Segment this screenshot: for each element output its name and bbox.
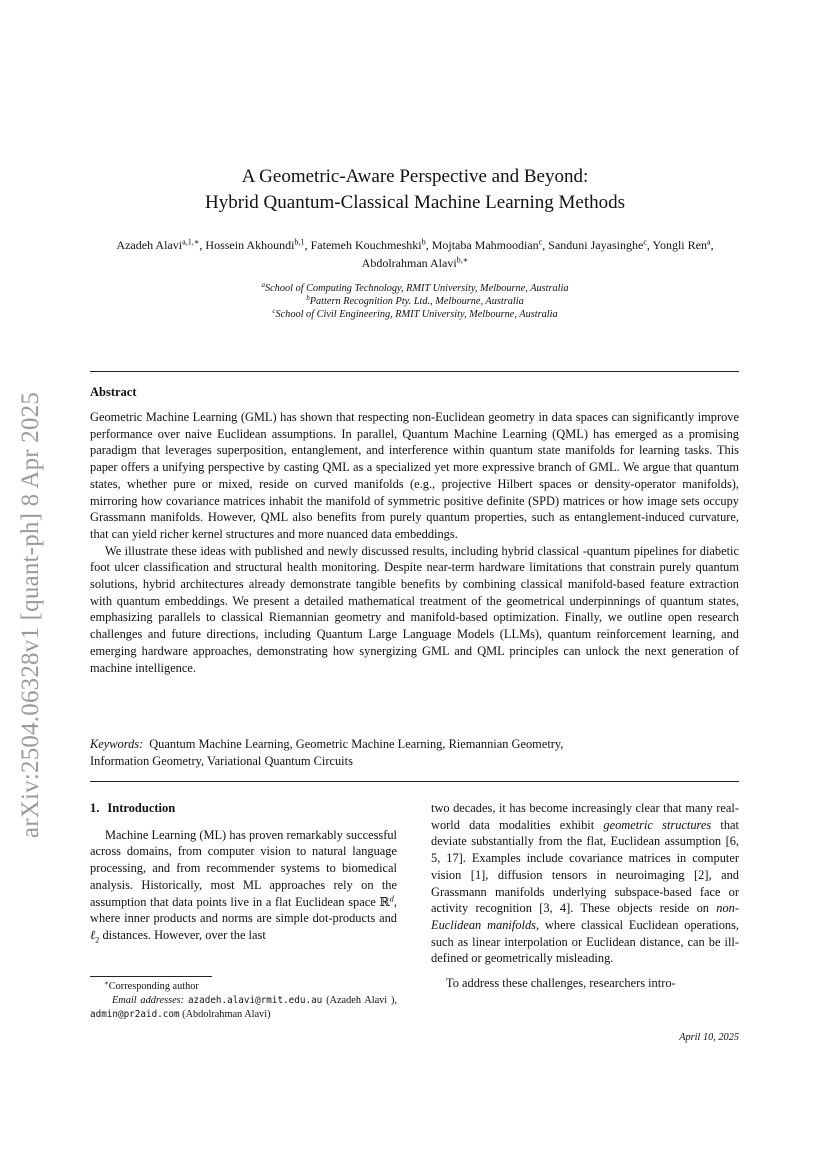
keywords-line-2: Information Geometry, Variational Quantum Circuits bbox=[90, 753, 353, 768]
arxiv-stamp-text: arXiv:2504.06328v1 [quant-ph] 8 Apr 2025 bbox=[17, 391, 44, 839]
email-link[interactable]: admin@pr2aid.com bbox=[90, 1009, 180, 1020]
left-column bbox=[90, 800, 397, 948]
footnote-rule bbox=[90, 976, 212, 977]
affiliation: $^b$Pattern Recognition Pty. Ltd., Melbourne, Australia bbox=[306, 294, 524, 307]
author: Abdolrahman Alavi$^{b,∗}$ bbox=[361, 255, 469, 270]
abstract-paragraph-2: We illustrate these ideas with published and newly discussed results, including hybrid classical -quantum pipelines for diabetic foot ulcer classification and structural health monitoring. Despite near-term hardware limitations that constrain purely quantum solutions, hybrid architectures already demonstrate tangible benefits by combining classical manifold-based feature extraction with quantum embeddings. We present a detailed mathematical treatment of the geometrical underpinnings of quantum states, emphasizing parallels to classical Riemannian geometry and manifold-based optimization. Finally, we outline open research challenges and future directions, including Quantum Large Language Models (LLMs), quantum reinforcement learning, and emerging hardware approaches, demonstrating how synergizing GML and QML principles can unlock the next generation of machine intelligence. bbox=[90, 543, 739, 675]
keywords-label: Keywords: bbox=[90, 737, 144, 751]
footer-date: April 10, 2025 bbox=[679, 1032, 739, 1043]
title-line-1: A Geometric-Aware Perspective and Beyond: bbox=[241, 166, 589, 187]
section-heading: 1. Introduction bbox=[90, 801, 176, 815]
author: Sanduni Jayasinghe$^c$ bbox=[548, 237, 647, 252]
intro-paragraph-continued: two decades, it has become increasingly clear that many real-world data modalities exhibit geometric structures that deviate substantially from the flat, Euclidean assumption [6, 5, 17]. Examples include covariance matrices in computer vision [1], diffusion tensors in neuroimaging [2], and Grassmann manifolds underlying subspace-based face or activity recognition [3, 4]. These objects reside on non-Euclidean manifolds, where classical Euclidean operations, such as linear interpolation or Euclidean distance, can be ill-defined or geometrically misleading. bbox=[431, 801, 739, 966]
author: Yongli Ren$^a$ bbox=[652, 237, 711, 252]
keywords-line-1: Quantum Machine Learning, Geometric Machine Learning, Riemannian Geometry, bbox=[149, 737, 564, 751]
author: Fatemeh Kouchmeshki$^b$ bbox=[310, 237, 426, 252]
title-line-2: Hybrid Quantum-Classical Machine Learning Methods bbox=[204, 192, 625, 213]
author-list: Azadeh Alavi$^{a,1,∗}$, Hossein Akhoundi$^{b,1}$, Fatemeh Kouchmeshki$^b$, Mojtaba Mahmoodian$^c$, Sanduni Jayasinghe$^c$, Yongli Ren$^a$, Abdolrahman Alavi$^{b,∗}$ bbox=[116, 237, 714, 270]
abstract-heading: Abstract bbox=[90, 385, 137, 399]
author: Azadeh Alavi$^{a,1,∗}$ bbox=[116, 237, 200, 252]
affiliations bbox=[100, 282, 730, 321]
affiliation: $^c$School of Civil Engineering, RMIT University, Melbourne, Australia bbox=[272, 307, 558, 320]
affiliation: $^a$School of Computing Technology, RMIT University, Melbourne, Australia bbox=[261, 281, 569, 294]
footnotes bbox=[90, 980, 397, 1022]
author: Mojtaba Mahmoodian$^c$ bbox=[431, 237, 543, 252]
email-addresses-note: Email addresses: azadeh.alavi@rmit.edu.au (Azadeh Alavi ), admin@pr2aid.com (Abdolrahman Alavi) bbox=[90, 995, 397, 1020]
arxiv-stamp bbox=[6, 365, 56, 865]
intro-paragraph-2: To address these challenges, researchers intro- bbox=[446, 976, 676, 991]
keywords bbox=[90, 736, 739, 769]
paper-title bbox=[90, 164, 740, 216]
corresponding-author-note: ∗Corresponding author bbox=[104, 979, 199, 992]
author: Hossein Akhoundi$^{b,1}$ bbox=[205, 237, 305, 252]
abstract-body bbox=[90, 409, 739, 676]
right-column bbox=[431, 800, 739, 992]
intro-paragraph-1: Machine Learning (ML) has proven remarkably successful across domains, from computer vision to natural language processing, and from recommender systems to biomedical analysis. Historically, most ML approaches rely on the assumption that data points live in a flat Euclidean space ℝ$^d$, where inner products and norms are simple dot-products and ℓ$_2$ distances. However, over the last bbox=[90, 827, 397, 945]
abstract-paragraph-1: Geometric Machine Learning (GML) has shown that respecting non-Euclidean geometry in data spaces can significantly improve performance over naive Euclidean assumptions. In parallel, Quantum Machine Learning (QML) has emerged as a promising paradigm that leverages superposition, entanglement, and interference within quantum state manifolds for learning tasks. This paper offers a unifying perspective by casting QML as a specialized yet more expressive branch of GML. We argue that quantum states, whether pure or mixed, reside on curved manifolds (e.g., projective Hilbert spaces or density-operator manifolds), mirroring how covariance matrices inhabit the manifold of symmetric positive definite (SPD) matrices or how image sets occupy Grassmann manifolds. However, QML also benefits from purely quantum properties, such as entanglement-induced curvature, that can yield richer kernel structures and more nuanced data embeddings. bbox=[90, 410, 739, 541]
email-link[interactable]: azadeh.alavi@rmit.edu.au bbox=[187, 995, 323, 1006]
abstract-bottom-rule bbox=[90, 781, 739, 782]
abstract-top-rule bbox=[90, 371, 739, 372]
